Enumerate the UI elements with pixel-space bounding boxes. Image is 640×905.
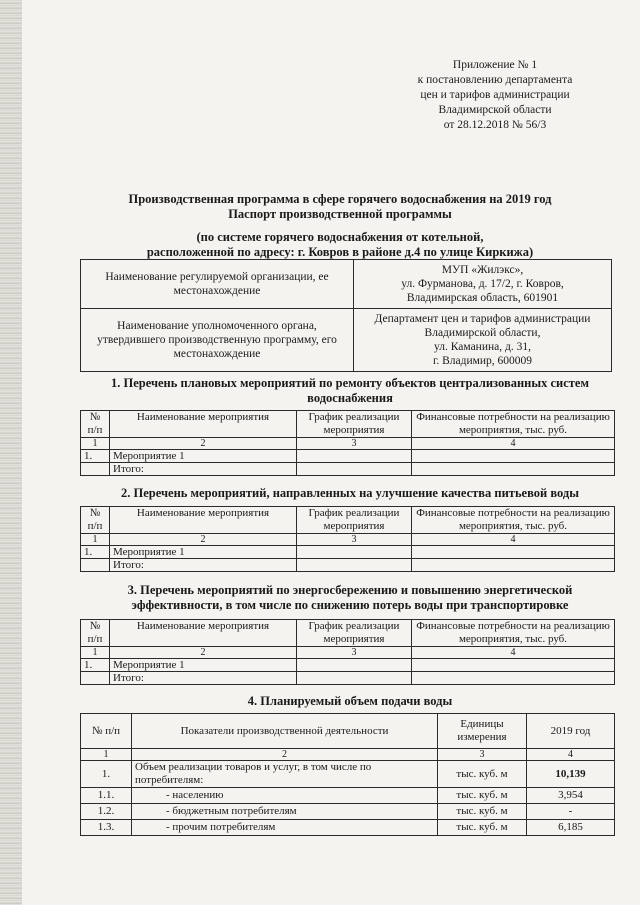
header-cell: № п/п: [81, 620, 110, 647]
header-cell: № п/п: [81, 714, 132, 749]
passport-label: Наименование регулируемой организации, ее местонахождение: [81, 260, 354, 309]
header-cell: Наименование мероприятия: [110, 411, 297, 438]
table-row: 1.2. - бюджетным потребителям тыс. куб. м -: [81, 804, 615, 820]
header-cell: График реализации мероприятия: [297, 620, 412, 647]
header-cell: График реализации мероприятия: [297, 411, 412, 438]
appendix-line: к постановлению департамента: [417, 74, 573, 86]
table-header-row: [81, 411, 615, 438]
header-cell: Единицы измерения: [438, 714, 527, 749]
system-subtitle: расположенной по адресу: г. Ковров в районе д.4 по улице Киркижа): [146, 245, 534, 259]
passport-value: МУП «Жилэкс», ул. Фурманова, д. 17/2, г. Ковров, Владимирская область, 601901: [354, 260, 612, 309]
passport-label: Наименование уполномоченного органа, утвердившего производственную программу, его местонахождение: [81, 309, 354, 372]
table-row: 1. Мероприятие 1: [81, 450, 615, 463]
section-1-table: [80, 410, 615, 476]
passport-row: [81, 309, 612, 372]
total-row: Итого:: [81, 559, 615, 572]
header-cell: Наименование мероприятия: [110, 507, 297, 534]
appendix-line: Приложение № 1: [452, 59, 538, 71]
table-row: 1.3. - прочим потребителям тыс. куб. м 6,185: [81, 820, 615, 836]
section-2-title: 2. Перечень мероприятий, направленных на улучшение качества питьевой воды: [121, 486, 579, 500]
total-row: Итого:: [81, 672, 615, 685]
appendix-line: цен и тарифов администрации: [420, 89, 570, 101]
table-row: 1. Объем реализации товаров и услуг, в том числе по потребителям: тыс. куб. м 10,139: [81, 761, 615, 788]
column-number-row: 1 2 3 4: [81, 749, 615, 761]
passport-title: Паспорт производственной программы: [228, 207, 452, 221]
table-row: 1.1. - населению тыс. куб. м 3,954: [81, 788, 615, 804]
appendix-block: [395, 58, 595, 133]
table-row: 1. Мероприятие 1: [81, 659, 615, 672]
main-title: Производственная программа в сфере горячего водоснабжения на 2019 год: [128, 192, 552, 206]
header-cell: График реализации мероприятия: [297, 507, 412, 534]
section-4-title: 4. Планируемый объем подачи воды: [247, 694, 453, 708]
header-cell: Показатели производственной деятельности: [132, 714, 438, 749]
column-number-row: 1 2 3 4: [81, 534, 615, 546]
system-subtitle: (по системе горячего водоснабжения от котельной,: [196, 230, 484, 244]
document-titles: [60, 192, 620, 260]
header-cell: № п/п: [81, 507, 110, 534]
total-row: Итого:: [81, 463, 615, 476]
header-cell: Наименование мероприятия: [110, 620, 297, 647]
header-cell: Финансовые потребности на реализацию мероприятия, тыс. руб.: [412, 507, 615, 534]
appendix-line: Владимирской области: [438, 104, 552, 116]
header-cell: 2019 год: [527, 714, 615, 749]
section-1-title: 1. Перечень плановых мероприятий по ремонту объектов централизованных систем водоснабжения: [111, 376, 589, 405]
section-3-title: 3. Перечень мероприятий по энергосбережению и повышению энергетической эффективности, в том числе по снижению потерь воды при транспортировке: [127, 583, 573, 612]
passport-table: [80, 259, 612, 372]
table-row: 1. Мероприятие 1: [81, 546, 615, 559]
volume-table: [80, 713, 615, 836]
section-2-table: [80, 506, 615, 572]
passport-row: [81, 260, 612, 309]
passport-value: Департамент цен и тарифов администрации Владимирской области, ул. Каманина, д. 31, г. Владимир, 600009: [354, 309, 612, 372]
header-cell: Финансовые потребности на реализацию мероприятия, тыс. руб.: [412, 620, 615, 647]
column-number-row: 1 2 3 4: [81, 438, 615, 450]
appendix-line: от 28.12.2018 № 56/3: [443, 119, 547, 131]
column-number-row: 1 2 3 4: [81, 647, 615, 659]
table-header-row: [81, 714, 615, 749]
table-header-row: [81, 507, 615, 534]
section-3-table: [80, 619, 615, 685]
table-header-row: [81, 620, 615, 647]
header-cell: Финансовые потребности на реализацию мероприятия, тыс. руб.: [412, 411, 615, 438]
header-cell: № п/п: [81, 411, 110, 438]
